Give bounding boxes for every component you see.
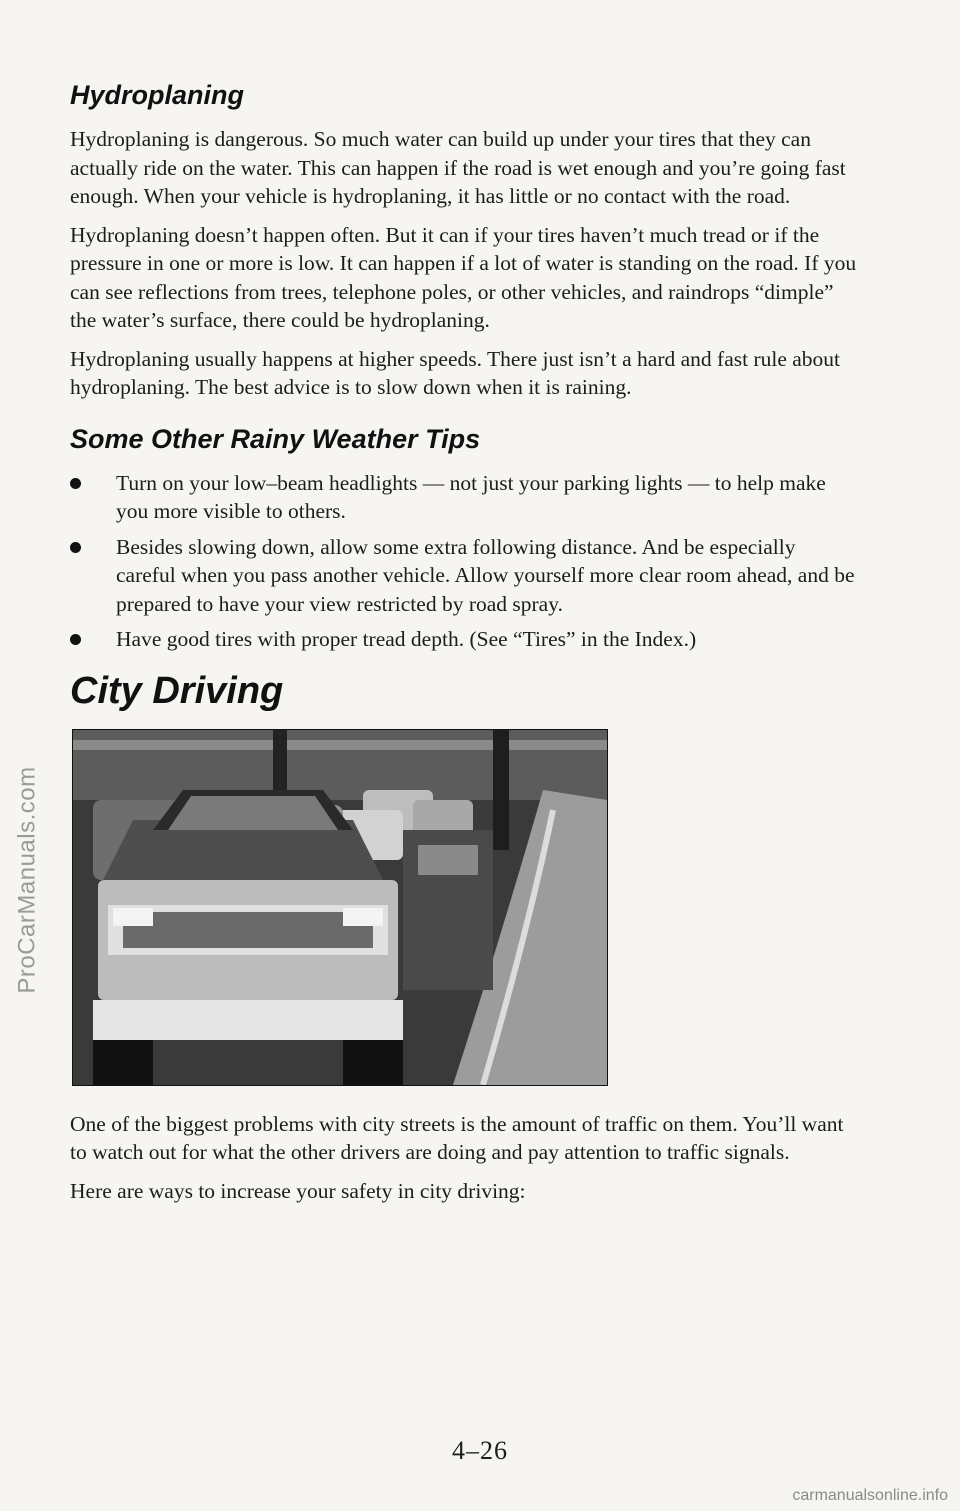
page-content [70, 80, 860, 1215]
hydroplaning-paragraph-3: Hydroplaning usually happens at higher speeds. There just isn’t a hard and fast rule about hydroplaning. The best advice is to slow down when it is raining. [70, 346, 841, 399]
footer-logo: carmanualsonline.info [792, 1487, 948, 1504]
rainy-tips-list [70, 469, 860, 654]
hydroplaning-heading: Hydroplaning [70, 80, 244, 110]
list-item: Turn on your low–beam headlights — not just your parking lights — to help make you more visible to others. [70, 469, 860, 526]
page-number: 4–26 [452, 1436, 508, 1465]
city-traffic-illustration [72, 729, 608, 1086]
hydroplaning-paragraph-2: Hydroplaning doesn’t happen often. But it can if your tires haven’t much tread or if the pressure in one or more is low. It can happen if a lot of water is standing on the road. If you can see reflections from trees, telephone poles, or other vehicles, and raindrops “dimple” the water’s surface, there could be hydroplaning. [70, 222, 857, 332]
list-item: Have good tires with proper tread depth. (See “Tires” in the Index.) [70, 625, 860, 654]
city-driving-paragraph-1: One of the biggest problems with city streets is the amount of traffic on them. You’ll want to watch out for what the other drivers are doing and pay attention to traffic signals. [70, 1111, 844, 1164]
rainy-tips-heading: Some Other Rainy Weather Tips [70, 423, 481, 454]
watermark-text: ProCarManuals.com [14, 766, 41, 994]
list-item: Besides slowing down, allow some extra following distance. And be especially careful when you pass another vehicle. Allow yourself more clear room ahead, and be prepared to have your view restricted by road spray. [70, 533, 860, 619]
hydroplaning-paragraph-1: Hydroplaning is dangerous. So much water can build up under your tires that they can actually ride on the water. This can happen if the road is wet enough and you’re going fast enough. When your vehicle is hydroplaning, it has little or no contact with the road. [70, 127, 846, 208]
traffic-photo-graphic [73, 730, 607, 1085]
city-driving-paragraph-2: Here are ways to increase your safety in city driving: [70, 1178, 526, 1203]
city-driving-heading: City Driving [70, 669, 284, 712]
watermark [8, 620, 48, 1140]
